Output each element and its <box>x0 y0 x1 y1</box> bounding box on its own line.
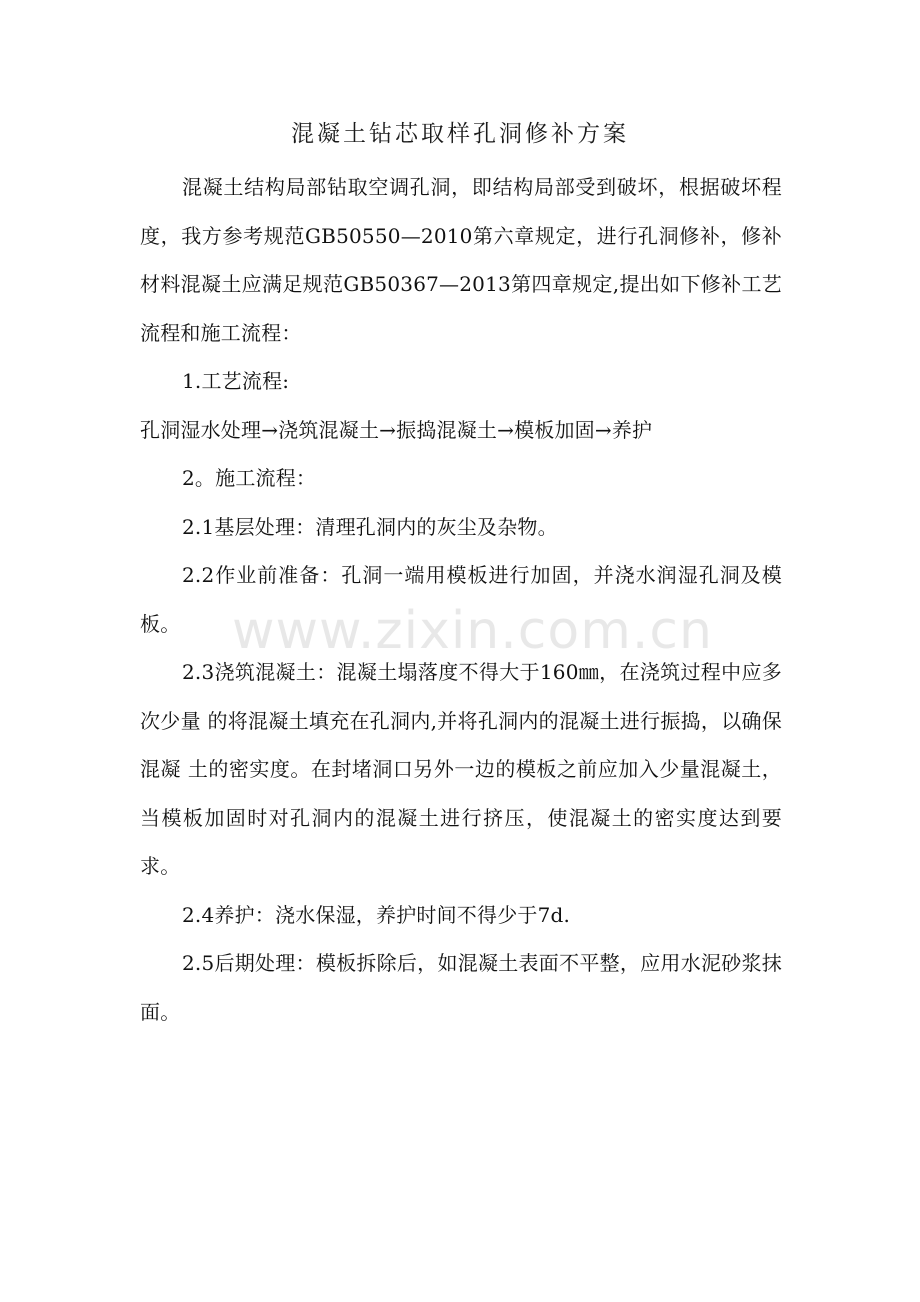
process-heading: 1.工艺流程: <box>182 369 290 393</box>
document-body <box>140 163 782 1036</box>
step-2-2-paragraph: 2.2作业前准备：孔洞一端用模板进行加固，并浇水润湿孔洞及模板。 <box>140 563 782 636</box>
watermark: www.zixin.com.cn <box>232 601 713 661</box>
step-2-1-paragraph: 2.1基层处理：清理孔洞内的灰尘及杂物。 <box>182 514 558 539</box>
step-2-4-paragraph: 2.4养护：浇水保湿，养护时间不得少于7d. <box>182 902 571 927</box>
process-flow-line: 孔洞湿水处理→浇筑混凝土→振捣混凝土→模板加固→养护 <box>140 417 653 442</box>
step-2-5-paragraph: 2.5后期处理：模板拆除后，如混凝土表面不平整，应用水泥砂浆抹面。 <box>140 951 782 1024</box>
intro-paragraph: 混凝土结构局部钻取空调孔洞，即结构局部受到破坏，根据破坏程度，我方参考规范GB50550—2010第六章规定，进行孔洞修补，修补材料混凝土应满足规范GB50367—2013第四章规定,提出如下修补工艺流程和施工流程： <box>140 175 782 345</box>
document-title: 混凝土钻芯取样孔洞修补方案 <box>291 121 629 147</box>
step-2-3-paragraph: 2.3浇筑混凝土：混凝土塌落度不得大于160㎜，在浇筑过程中应多次少量 的将混凝土填充在孔洞内,并将孔洞内的混凝土进行振捣，以确保混凝 土的密实度。在封堵洞口另外一边的模板之前应加入少量混凝土，当模板加固时对孔洞内的混凝土进行挤压，使混凝土的密实度达到要求。 <box>140 660 782 878</box>
construction-heading: 2。施工流程： <box>182 466 317 490</box>
